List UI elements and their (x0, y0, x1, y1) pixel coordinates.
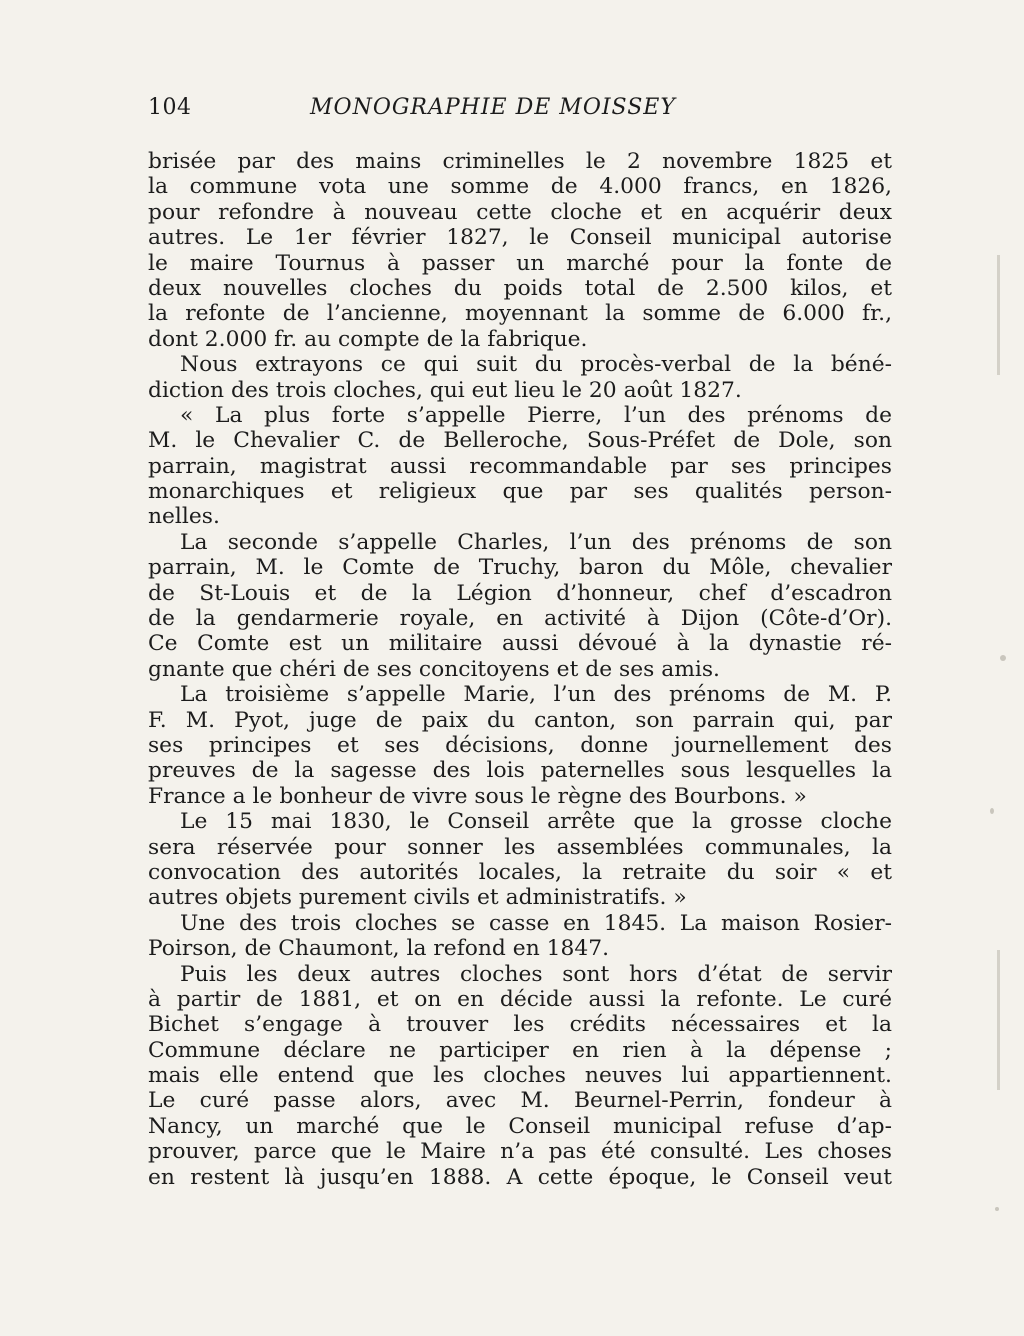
text-line: Puis les deux autres cloches sont hors d’état de servir (180, 961, 892, 987)
text-line: La troisième s’appelle Marie, l’un des prénoms de M. P. (180, 682, 892, 708)
text-line: Commune déclare ne participer en rien à la dépense ; (148, 1037, 892, 1063)
text-line: le maire Tournus à passer un marché pour la fonte de (148, 250, 892, 276)
text-line: de la gendarmerie royale, en activité à Dijon (Côte-d’Or). (148, 606, 892, 632)
binding-mark (997, 255, 1000, 375)
paper-speck (1000, 655, 1006, 661)
text-line: « La plus forte s’appelle Pierre, l’un des prénoms de (180, 402, 892, 428)
text-line: diction des trois cloches, qui eut lieu le 20 août 1827. (148, 377, 742, 403)
text-line: autres objets purement civils et administratifs. » (148, 885, 687, 911)
text-line: preuves de la sagesse des lois paternelles sous lesquelles la (148, 758, 892, 784)
text-line: Le 15 mai 1830, le Conseil arrête que la grosse cloche (180, 809, 892, 835)
text-line: à partir de 1881, et on en décide aussi la refonte. Le curé (148, 986, 892, 1012)
running-title: MONOGRAPHIE DE MOISSEY (310, 95, 676, 120)
text-line: La seconde s’appelle Charles, l’un des prénoms de son (180, 529, 892, 555)
text-line: deux nouvelles cloches du poids total de 2.500 kilos, et (148, 275, 892, 301)
binding-mark (997, 950, 1000, 1090)
text-line: ses principes et ses décisions, donne journellement des (148, 732, 892, 758)
page-header (148, 95, 892, 125)
text-line: pour refondre à nouveau cette cloche et en acquérir deux (148, 199, 892, 225)
text-line: France a le bonheur de vivre sous le règne des Bourbons. » (148, 783, 807, 809)
text-line: autres. Le 1er février 1827, le Conseil municipal autorise (148, 225, 892, 251)
text-line: F. M. Pyot, juge de paix du canton, son parrain qui, par (148, 707, 892, 733)
paper-speck (990, 808, 994, 814)
text-line: la refonte de l’ancienne, moyennant la somme de 6.000 fr., (148, 301, 892, 327)
text-line: la commune vota une somme de 4.000 francs, en 1826, (148, 174, 892, 200)
text-line: de St-Louis et de la Légion d’honneur, chef d’escadron (148, 580, 892, 606)
text-line: Bichet s’engage à trouver les crédits nécessaires et la (148, 1012, 892, 1038)
text-line: M. le Chevalier C. de Belleroche, Sous-Préfet de Dole, son (148, 428, 892, 454)
text-line: mais elle entend que les cloches neuves lui appartiennent. (148, 1063, 892, 1089)
text-line: prouver, parce que le Maire n’a pas été consulté. Les choses (148, 1139, 892, 1165)
text-line: Poirson, de Chaumont, la refond en 1847. (148, 936, 610, 962)
text-line: nelles. (148, 504, 220, 530)
text-line: monarchiques et religieux que par ses qualités person- (148, 479, 892, 505)
text-line: Une des trois cloches se casse en 1845. La maison Rosier- (180, 910, 892, 936)
text-line: Ce Comte est un militaire aussi dévoué à la dynastie ré- (148, 631, 892, 657)
text-line: convocation des autorités locales, la retraite du soir « et (148, 859, 892, 885)
text-line: Nous extrayons ce qui suit du procès-verbal de la béné- (180, 352, 892, 378)
text-line: sera réservée pour sonner les assemblées communales, la (148, 834, 892, 860)
body-text (148, 149, 892, 1190)
text-line: parrain, magistrat aussi recommandable par ses principes (148, 453, 892, 479)
text-line: Nancy, un marché que le Conseil municipal refuse d’ap- (148, 1113, 892, 1139)
paper-speck (995, 1207, 999, 1211)
text-line: gnante que chéri de ses concitoyens et de ses amis. (148, 656, 720, 682)
text-line: Le curé passe alors, avec M. Beurnel-Perrin, fondeur à (148, 1088, 892, 1114)
text-line: en restent là jusqu’en 1888. A cette époque, le Conseil veut (148, 1164, 892, 1190)
page-number: 104 (148, 95, 192, 120)
text-line: dont 2.000 fr. au compte de la fabrique. (148, 326, 588, 352)
text-line: parrain, M. le Comte de Truchy, baron du Môle, chevalier (148, 555, 892, 581)
text-line: brisée par des mains criminelles le 2 novembre 1825 et (148, 149, 892, 174)
